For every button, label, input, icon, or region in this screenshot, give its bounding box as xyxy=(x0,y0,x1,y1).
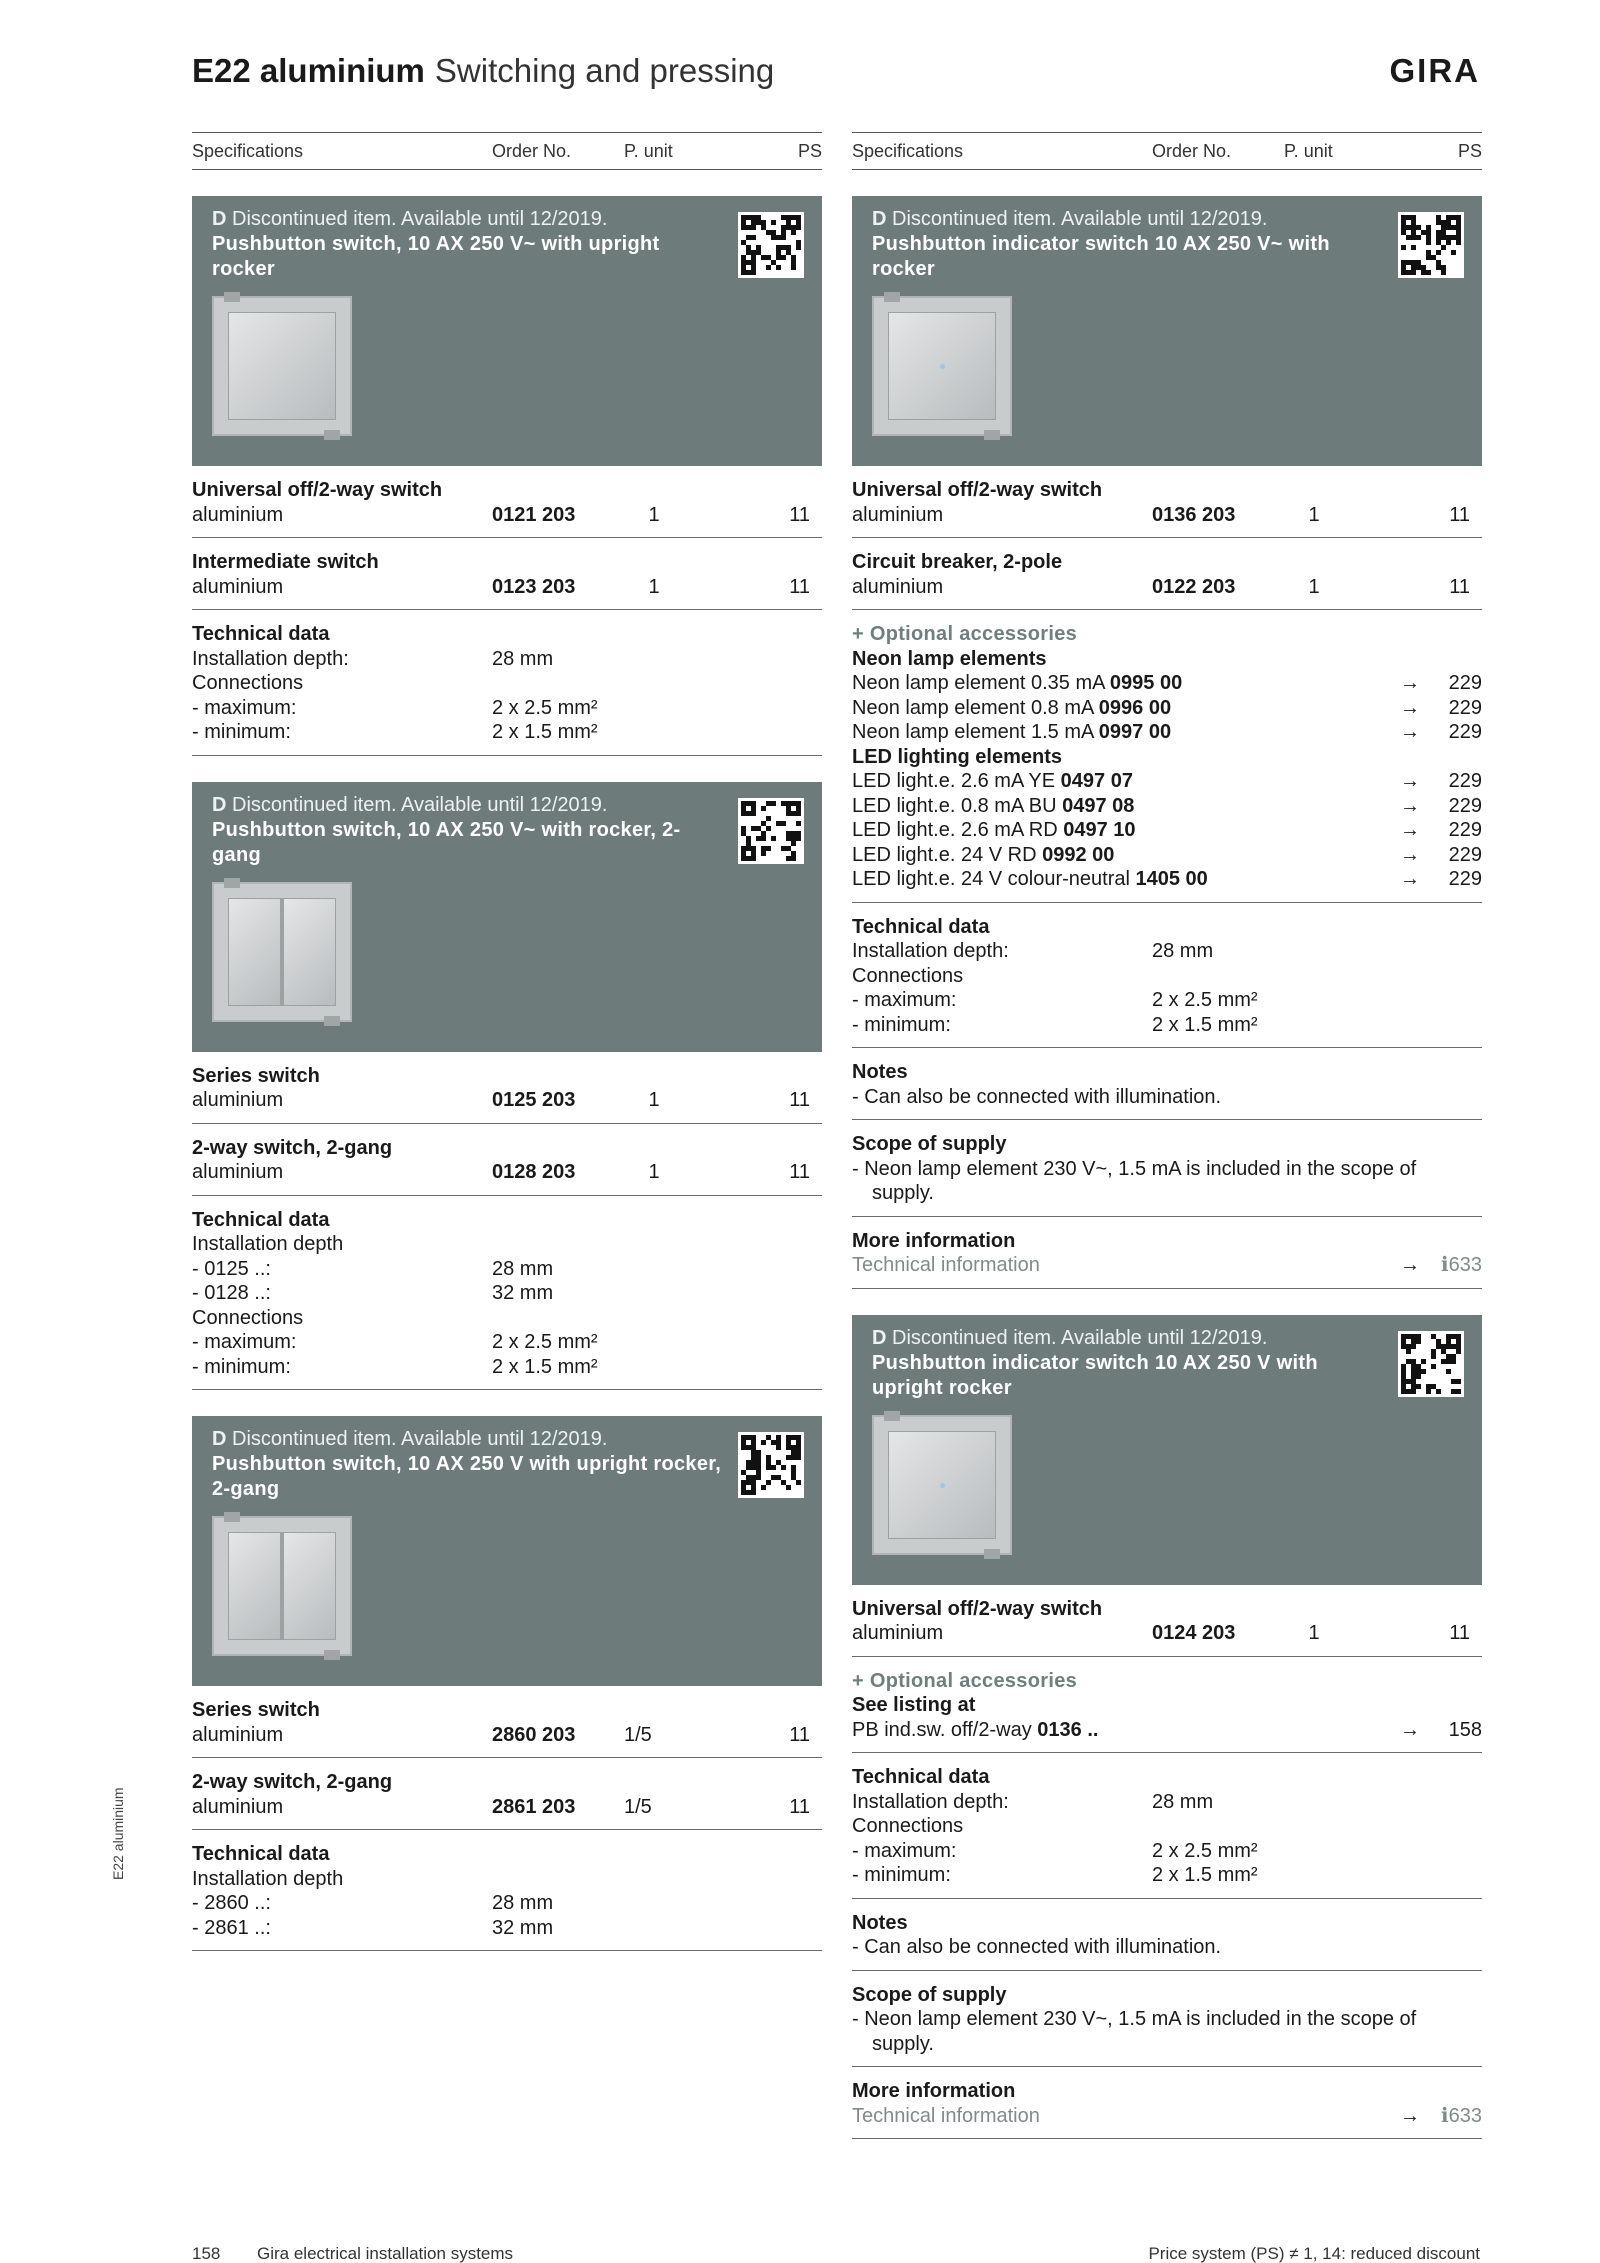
technical-data: Technical data Installation depth: 28 mm Connections - maximum: 2 x 2.5 mm² - minimum: 2 x 1.5 mm² xyxy=(192,610,822,756)
product-row: Intermediate switch aluminium 0123 203 1 11 xyxy=(192,538,822,610)
company-name: Gira electrical installation systems xyxy=(257,2244,514,2263)
switch-image xyxy=(212,882,352,1022)
product-row: Circuit breaker, 2-pole aluminium 0122 203 1 11 xyxy=(852,538,1482,610)
scope-of-supply: Scope of supply - Neon lamp element 230 V~, 1.5 mA is included in the scope of supply. xyxy=(852,1120,1482,1217)
qr-code-icon[interactable] xyxy=(738,798,804,864)
technical-data: Technical data Installation depth - 0125 ..: 28 mm - 0128 ..: 32 mm Connections - maximum: 2 x 2.5 mm² - minimum: 2 x 1.5 mm² xyxy=(192,1196,822,1391)
arrow-right-icon: → xyxy=(1400,794,1420,817)
accessory-row[interactable]: LED light.e. 0.8 mA BU 0497 08 → 229 xyxy=(852,794,1482,817)
discontinued-note: D Discontinued item. Available until 12/2019. xyxy=(212,1428,608,1450)
switch-image xyxy=(212,1516,352,1656)
arrow-right-icon: → xyxy=(1400,721,1420,743)
order-number[interactable]: 0125 203 xyxy=(492,1089,576,1111)
product-row: 2-way switch, 2-gang aluminium 0128 203 1 11 xyxy=(192,1124,822,1196)
right-column xyxy=(852,132,1482,2139)
discontinued-note: D Discontinued item. Available until 12/2019. xyxy=(872,1326,1268,1349)
accessory-row[interactable]: PB ind.sw. off/2-way 0136 .. → 158 xyxy=(852,1718,1482,1741)
arrow-right-icon: → xyxy=(1400,672,1420,694)
order-number[interactable]: 2860 203 xyxy=(492,1723,576,1746)
accessory-row[interactable]: Neon lamp element 0.35 mA 0995 00 → 229 xyxy=(852,672,1482,694)
product-teaser xyxy=(852,196,1482,466)
qr-code-icon[interactable] xyxy=(1398,1331,1464,1397)
product-row: Universal off/2-way switch aluminium 0121 203 1 11 xyxy=(192,466,822,538)
technical-information-link[interactable]: Technical information → ℹ633 xyxy=(852,2104,1482,2127)
technical-information-link[interactable]: Technical information → ℹ633 xyxy=(852,1254,1482,1276)
product-title: Pushbutton switch, 10 AX 250 V with upright rocker, 2-gang xyxy=(212,1453,722,1500)
arrow-right-icon: → xyxy=(1400,770,1420,792)
product-teaser xyxy=(192,1416,822,1686)
notes: Notes - Can also be connected with illumination. xyxy=(852,1048,1482,1120)
product-teaser xyxy=(852,1315,1482,1585)
column-header: Specifications Order No. P. unit PS xyxy=(852,132,1482,170)
qr-code-icon[interactable] xyxy=(738,1432,804,1498)
column-header: Specifications Order No. P. unit PS xyxy=(192,132,822,170)
side-label: E22 aluminium xyxy=(110,1787,126,1880)
discontinued-note: D Discontinued item. Available until 12/2019. xyxy=(872,208,1268,230)
notes: Notes - Can also be connected with illumination. xyxy=(852,1899,1482,1971)
page-title: E22 aluminium Switching and pressing xyxy=(192,52,775,89)
order-number[interactable]: 0128 203 xyxy=(492,1161,576,1183)
product-row: 2-way switch, 2-gang aluminium 2861 203 1/5 11 xyxy=(192,1758,822,1830)
more-information: More information Technical information → ℹ633 xyxy=(852,1217,1482,1289)
order-number[interactable]: 0122 203 xyxy=(1152,575,1236,598)
product-row: Series switch aluminium 2860 203 1/5 11 xyxy=(192,1686,822,1758)
brand-logo: GIRA xyxy=(1389,52,1480,89)
product-title: Pushbutton indicator switch 10 AX 250 V with upright rocker xyxy=(872,1351,1318,1399)
info-icon: ℹ xyxy=(1441,2104,1449,2127)
order-number[interactable]: 0123 203 xyxy=(492,575,576,598)
price-system-note: Price system (PS) ≠ 1, 14: reduced discount xyxy=(1148,2244,1480,2263)
product-title: Pushbutton switch, 10 AX 250 V~ with upright rocker xyxy=(212,233,660,280)
arrow-right-icon: → xyxy=(1400,696,1420,719)
discontinued-note: D Discontinued item. Available until 12/2019. xyxy=(212,208,608,230)
scope-of-supply: Scope of supply - Neon lamp element 230 V~, 1.5 mA is included in the scope of supply. xyxy=(852,1971,1482,2068)
technical-data: Technical data Installation depth: 28 mm Connections - maximum: 2 x 2.5 mm² - minimum: 2 x 1.5 mm² xyxy=(852,903,1482,1049)
technical-data: Technical data Installation depth - 2860 ..: 28 mm - 2861 ..: 32 mm xyxy=(192,1830,822,1951)
optional-accessories: + Optional accessories See listing at PB ind.sw. off/2-way 0136 .. → 158 xyxy=(852,1657,1482,1754)
page-number: 158 xyxy=(192,2244,221,2263)
accessory-row[interactable]: Neon lamp element 0.8 mA 0996 00 → 229 xyxy=(852,696,1482,719)
product-title: Pushbutton switch, 10 AX 250 V~ with rocker, 2-gang xyxy=(212,818,681,866)
accessory-row[interactable]: LED light.e. 2.6 mA YE 0497 07 → 229 xyxy=(852,770,1482,792)
accessory-row[interactable]: LED light.e. 2.6 mA RD 0497 10 → 229 xyxy=(852,819,1482,841)
left-column xyxy=(192,132,822,1951)
product-row: Series switch aluminium 0125 203 1 11 xyxy=(192,1052,822,1124)
qr-code-icon[interactable] xyxy=(738,212,804,278)
arrow-right-icon: → xyxy=(1400,819,1420,841)
accessory-row[interactable]: Neon lamp element 1.5 mA 0997 00 → 229 xyxy=(852,721,1482,743)
product-teaser xyxy=(192,782,822,1052)
page-header xyxy=(192,48,1480,98)
product-row: Universal off/2-way switch aluminium 0136 203 1 11 xyxy=(852,466,1482,538)
accessory-row[interactable]: LED light.e. 24 V colour-neutral 1405 00 → 229 xyxy=(852,868,1482,890)
arrow-right-icon: → xyxy=(1400,843,1420,866)
switch-image xyxy=(872,296,1012,436)
product-teaser xyxy=(192,196,822,466)
qr-code-icon[interactable] xyxy=(1398,212,1464,278)
arrow-right-icon: → xyxy=(1400,1254,1420,1276)
order-number[interactable]: 0124 203 xyxy=(1152,1622,1236,1644)
accessory-row[interactable]: LED light.e. 24 V RD 0992 00 → 229 xyxy=(852,843,1482,866)
arrow-right-icon: → xyxy=(1400,868,1420,890)
switch-image xyxy=(872,1415,1012,1555)
optional-accessories: + Optional accessories Neon lamp elements Neon lamp element 0.35 mA 0995 00 → 229 Neon lamp element 0.8 mA 0996 00 → 229 Neon lamp element 1.5 mA 0997 00 → 229 LED lighting elements LED light.e. 2.6 mA YE 0497 07 → 229 LED light.e. 0.8 mA BU 0497 08 → 229 LED light.e. 2.6 mA RD 0497 10 → 229 LED light.e. 24 V RD 0992 00 → 229 LED light.e. 24 V colour-neutral 1405 00 → 229 xyxy=(852,610,1482,903)
product-title: Pushbutton indicator switch 10 AX 250 V~ with rocker xyxy=(872,233,1330,280)
order-number[interactable]: 2861 203 xyxy=(492,1795,576,1818)
more-information: More information Technical information → ℹ633 xyxy=(852,2067,1482,2139)
discontinued-note: D Discontinued item. Available until 12/2019. xyxy=(212,793,608,816)
order-number[interactable]: 0136 203 xyxy=(1152,503,1236,526)
switch-image xyxy=(212,296,352,436)
info-icon: ℹ xyxy=(1441,1254,1449,1276)
arrow-right-icon: → xyxy=(1400,2104,1420,2127)
arrow-right-icon: → xyxy=(1400,1718,1420,1741)
order-number[interactable]: 0121 203 xyxy=(492,503,576,526)
technical-data: Technical data Installation depth: 28 mm Connections - maximum: 2 x 2.5 mm² - minimum: 2 x 1.5 mm² xyxy=(852,1753,1482,1899)
product-row: Universal off/2-way switch aluminium 0124 203 1 11 xyxy=(852,1585,1482,1657)
